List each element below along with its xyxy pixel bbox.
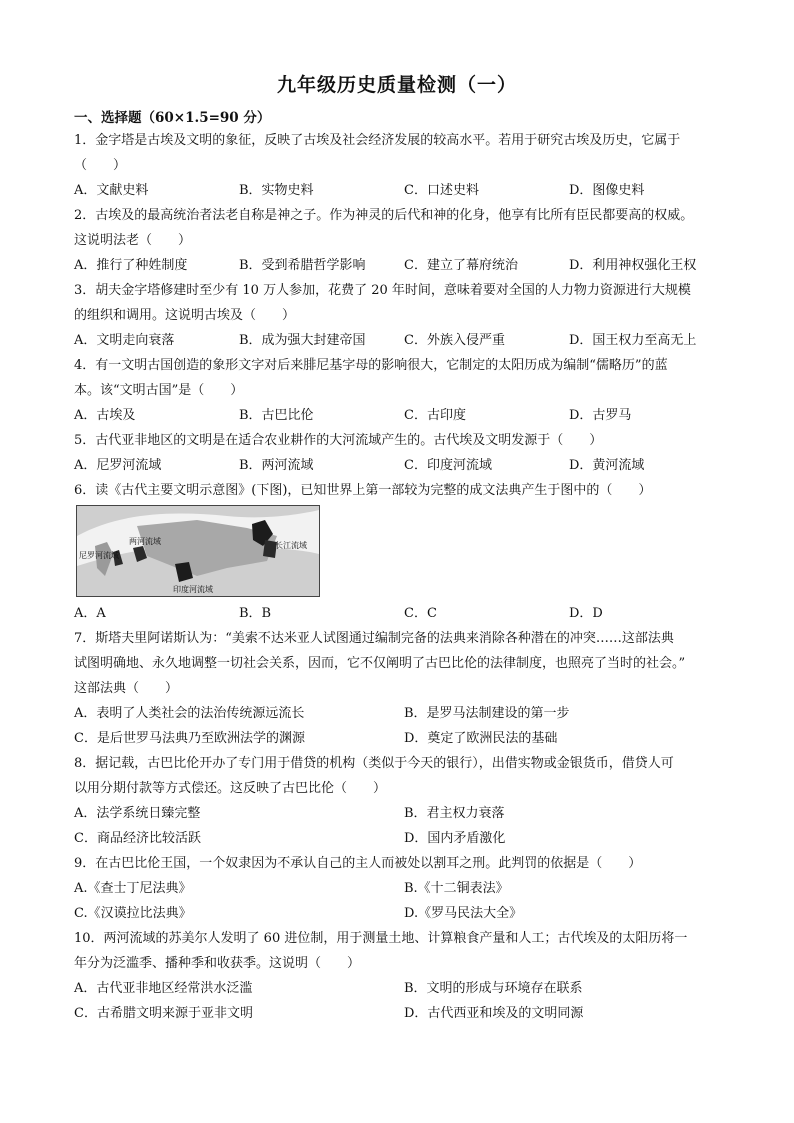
option-a[interactable]: A．A (74, 606, 106, 621)
map-label-mesopotamia: 两河流域 (129, 537, 161, 546)
option-c[interactable]: C．C (404, 606, 437, 621)
question-stem-line: 6．读《古代主要文明示意图》(下图)，已知世界上第一部较为完整的成文法典产生于图中的（ ） (74, 483, 652, 498)
option-b[interactable]: B．实物史料 (239, 183, 314, 198)
option-a[interactable]: A．尼罗河流域 (74, 458, 162, 473)
options-row (74, 701, 734, 726)
question-stem-line: 8．据记载，古巴比伦开办了专门用于借贷的机构（类似于今天的银行），出借实物或金银货币，借贷人可 (74, 756, 674, 771)
option-c[interactable]: C．印度河流域 (404, 458, 492, 473)
option-a[interactable]: A．文明走向衰落 (74, 333, 175, 348)
option-d[interactable]: D．利用神权强化王权 (569, 258, 697, 273)
question-8 (74, 751, 734, 851)
option-d[interactable]: D．国内矛盾激化 (404, 831, 506, 846)
option-d[interactable]: D．古罗马 (569, 408, 632, 423)
options-row (74, 726, 734, 751)
option-a[interactable]: A．表明了人类社会的法治传统源远流长 (74, 706, 305, 721)
option-b[interactable]: B．受到希腊哲学影响 (239, 258, 366, 273)
option-a[interactable]: A．法学系统日臻完整 (74, 806, 201, 821)
option-c[interactable]: C．古希腊文明来源于亚非文明 (74, 1006, 253, 1021)
page-title: 九年级历史质量检测（一） (276, 74, 517, 96)
options-row (74, 826, 734, 851)
map-label-indus: 印度河流域 (173, 585, 213, 594)
options-row (74, 1001, 734, 1026)
map-graphic (77, 506, 319, 596)
question-stem-line: 这部法典（ ） (74, 681, 179, 696)
option-b[interactable]: B．两河流域 (239, 458, 314, 473)
options-row (74, 876, 734, 901)
question-stem-line: 试图明确地、永久地调整一切社会关系，因而，它不仅阐明了古巴比伦的法律制度，也照亮了当时的社会。” (74, 656, 686, 671)
option-b[interactable]: B.《十二铜表法》 (404, 881, 509, 896)
question-10 (74, 926, 734, 1026)
option-c[interactable]: C．商品经济比较活跃 (74, 831, 201, 846)
civilization-map (76, 505, 320, 597)
question-2 (74, 203, 734, 278)
question-stem-line: 5．古代亚非地区的文明是在适合农业耕作的大河流域产生的。古代埃及文明发源于（ ） (74, 433, 603, 448)
question-stem-line: 以用分期付款等方式偿还。这反映了古巴比伦（ ） (74, 781, 387, 796)
question-stem-line: 3．胡夫金字塔修建时至少有 10 万人参加，花费了 20 年时间，意味着要对全国的人力物力资源进行大规模 (74, 283, 691, 298)
map-label-yangtze: 长江流域 (275, 541, 307, 550)
question-stem-line: 9．在古巴比伦王国，一个奴隶因为不承认自己的主人而被处以割耳之刑。此判罚的依据是（ ） (74, 856, 642, 871)
options-row (74, 403, 734, 428)
question-stem-line: 7．斯塔夫里阿诺斯认为：“美索不达米亚人试图通过编制完备的法典来消除各种潜在的冲突……这部法典 (74, 631, 674, 646)
question-3 (74, 278, 734, 353)
question-stem-line: 10．两河流域的苏美尔人发明了 60 进位制，用于测量土地、计算粮食产量和人工；古代埃及的太阳历将一 (74, 931, 688, 946)
option-c[interactable]: C．建立了幕府统治 (404, 258, 518, 273)
option-c[interactable]: C．口述史料 (404, 183, 479, 198)
question-list (74, 128, 734, 1026)
question-stem-line: 1．金字塔是古埃及文明的象征，反映了古埃及社会经济发展的较高水平。若用于研究古埃及历史，它属于 (74, 133, 681, 148)
question-stem-line: 2．古埃及的最高统治者法老自称是神之子。作为神灵的后代和神的化身，他享有比所有臣民都要高的权威。 (74, 208, 694, 223)
question-stem-line: 4．有一文明古国创造的象形文字对后来腓尼基字母的影响很大，它制定的太阳历成为编制“儒略历”的蓝 (74, 358, 668, 373)
question-stem-line: 的组织和调用。这说明古埃及（ ） (74, 308, 296, 323)
question-9 (74, 851, 734, 926)
question-stem-line: （ ） (74, 158, 127, 173)
options-row (74, 901, 734, 926)
option-b[interactable]: B．古巴比伦 (239, 408, 314, 423)
option-d[interactable]: D．古代西亚和埃及的文明同源 (404, 1006, 584, 1021)
question-5 (74, 428, 734, 478)
option-a[interactable]: A．推行了种姓制度 (74, 258, 188, 273)
question-6 (74, 478, 734, 626)
option-a[interactable]: A．古代亚非地区经常洪水泛滥 (74, 981, 253, 996)
options-row (74, 801, 734, 826)
options-row (74, 253, 734, 278)
question-stem-line: 本。该“文明古国”是（ ） (74, 383, 244, 398)
question-stem-line: 年分为泛滥季、播种季和收获季。这说明（ ） (74, 956, 361, 971)
option-c[interactable]: C．外族入侵严重 (404, 333, 505, 348)
option-a[interactable]: A．文献史料 (74, 183, 149, 198)
option-d[interactable]: D．黄河流域 (569, 458, 645, 473)
question-4 (74, 353, 734, 428)
option-b[interactable]: B．是罗马法制建设的第一步 (404, 706, 570, 721)
option-c[interactable]: C.《汉谟拉比法典》 (74, 906, 192, 921)
question-stem-line: 这说明法老（ ） (74, 233, 192, 248)
section-heading: 一、选择题（60×1.5=90 分） (74, 110, 271, 126)
question-7 (74, 626, 734, 751)
option-b[interactable]: B．B (239, 606, 272, 621)
option-b[interactable]: B．君主权力衰落 (404, 806, 505, 821)
options-row (74, 178, 734, 203)
option-a[interactable]: A.《查士丁尼法典》 (74, 881, 192, 896)
options-row (74, 601, 734, 626)
option-a[interactable]: A．古埃及 (74, 408, 136, 423)
option-d[interactable]: D．D (569, 606, 603, 621)
options-row (74, 328, 734, 353)
option-c[interactable]: C．是后世罗马法典乃至欧洲法学的渊源 (74, 731, 305, 746)
options-row (74, 453, 734, 478)
question-1 (74, 128, 734, 203)
option-d[interactable]: D．奠定了欧洲民法的基础 (404, 731, 558, 746)
options-row (74, 976, 734, 1001)
option-b[interactable]: B．文明的形成与环境存在联系 (404, 981, 583, 996)
option-b[interactable]: B．成为强大封建帝国 (239, 333, 366, 348)
option-d[interactable]: D.《罗马民法大全》 (404, 906, 523, 921)
option-c[interactable]: C．古印度 (404, 408, 466, 423)
option-d[interactable]: D．国王权力至高无上 (569, 333, 697, 348)
map-label-nile: 尼罗河流域 (79, 551, 119, 560)
option-d[interactable]: D．图像史料 (569, 183, 645, 198)
